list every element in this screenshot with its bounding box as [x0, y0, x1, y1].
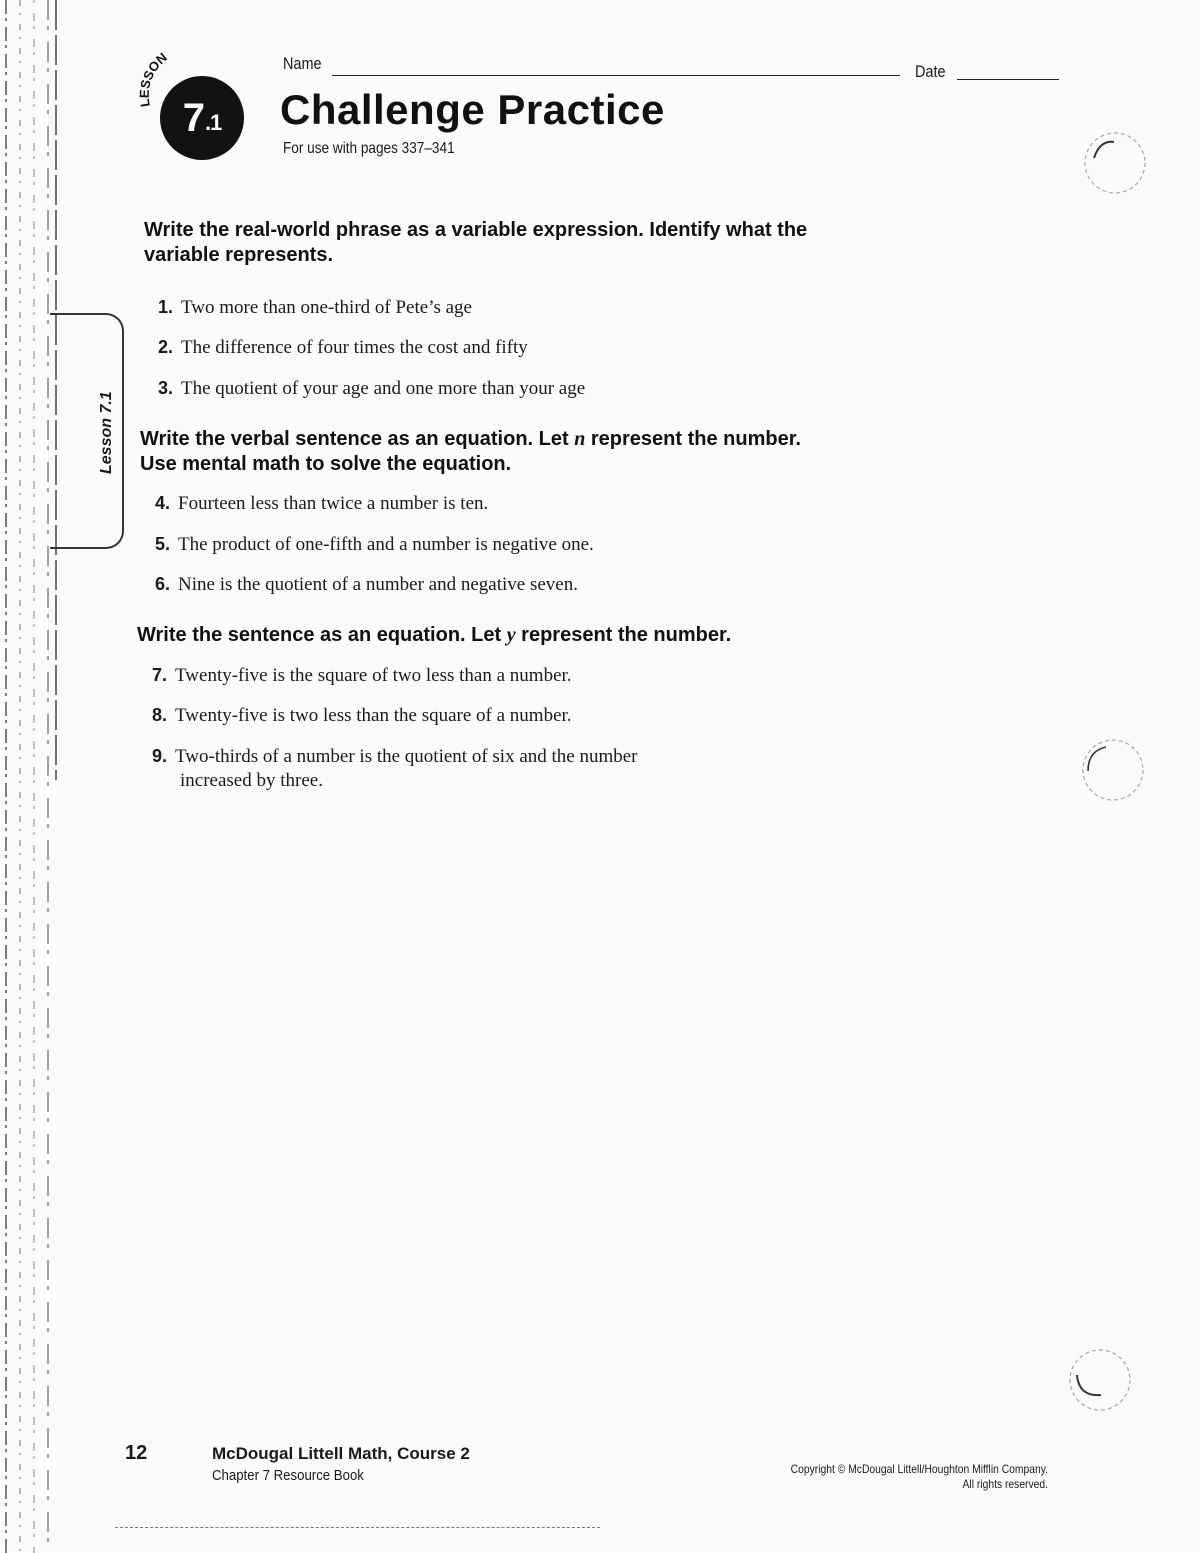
section-3-instruction [137, 623, 857, 648]
name-label: Name [283, 54, 322, 73]
item-number: 9. [152, 746, 168, 766]
item-text: Nine is the quotient of a number and negative seven. [178, 574, 578, 595]
instruction-variable: y [506, 624, 516, 646]
date-label: Date [915, 62, 946, 81]
item-number: 3. [158, 378, 174, 398]
item-number: 5. [155, 534, 171, 554]
lesson-sub: .1 [204, 110, 222, 135]
list-item [158, 336, 528, 360]
instruction-text: represent the number. Use mental math to solve the equation. [140, 428, 801, 475]
list-item [152, 664, 572, 688]
item-number: 8. [152, 705, 168, 725]
instruction-variable: n [574, 428, 586, 450]
instruction-text: Write the verbal sentence as an equation. Let [140, 428, 575, 450]
item-text: Fourteen less than twice a number is ten. [178, 493, 489, 514]
lesson-number-badge [160, 76, 244, 160]
side-tab-label: Lesson 7.1 [98, 391, 115, 474]
list-item [158, 296, 472, 320]
list-item [158, 377, 585, 401]
page-subtitle: For use with pages 337–341 [283, 140, 455, 157]
list-item [155, 533, 594, 557]
item-number: 4. [155, 493, 171, 513]
footer-divider [115, 1527, 600, 1528]
copyright [768, 1462, 1048, 1492]
list-item [152, 745, 638, 769]
name-field[interactable] [332, 75, 900, 76]
item-text: Two-thirds of a number is the quotient of six and the number [175, 746, 638, 767]
item-text: The quotient of your age and one more than your age [181, 378, 586, 399]
punch-hole-middle [1078, 735, 1148, 805]
chapter-line: Chapter 7 Resource Book [212, 1467, 364, 1484]
item-number: 6. [155, 574, 171, 594]
list-item [152, 704, 572, 728]
instruction-text: represent the number. [515, 624, 732, 646]
list-item [155, 573, 578, 597]
lesson-number: 7 [182, 95, 204, 140]
binder-edge [0, 0, 62, 1553]
page-title: Challenge Practice [280, 86, 665, 133]
copyright-line-2: All rights reserved. [962, 1477, 1048, 1491]
copyright-line-1: Copyright © McDougal Littell/Houghton Mifflin Company. [790, 1462, 1048, 1476]
instruction-text: Write the sentence as an equation. Let [137, 624, 507, 646]
svg-text:LESSON: LESSON [138, 49, 170, 109]
item-text: The difference of four times the cost and fifty [181, 337, 528, 358]
book-title: McDougal Littell Math, Course 2 [212, 1444, 470, 1463]
punch-hole-bottom [1065, 1345, 1135, 1415]
item-number: 7. [152, 665, 168, 685]
list-item [155, 492, 488, 516]
punch-hole-top [1080, 128, 1150, 198]
date-field[interactable] [957, 79, 1059, 80]
item-text: Twenty-five is two less than the square of a number. [175, 705, 572, 726]
item-text: Two more than one-third of Pete’s age [181, 297, 472, 318]
section-2-instruction [140, 427, 840, 477]
section-1-instruction: Write the real-world phrase as a variable expression. Identify what the variable represents. [144, 219, 808, 266]
page-number: 12 [125, 1442, 148, 1464]
item-number: 1. [158, 297, 174, 317]
item-number: 2. [158, 337, 174, 357]
item-text: The product of one-fifth and a number is negative one. [178, 534, 594, 555]
item-continuation: increased by three. [180, 770, 323, 791]
item-text: Twenty-five is the square of two less than a number. [175, 665, 572, 686]
